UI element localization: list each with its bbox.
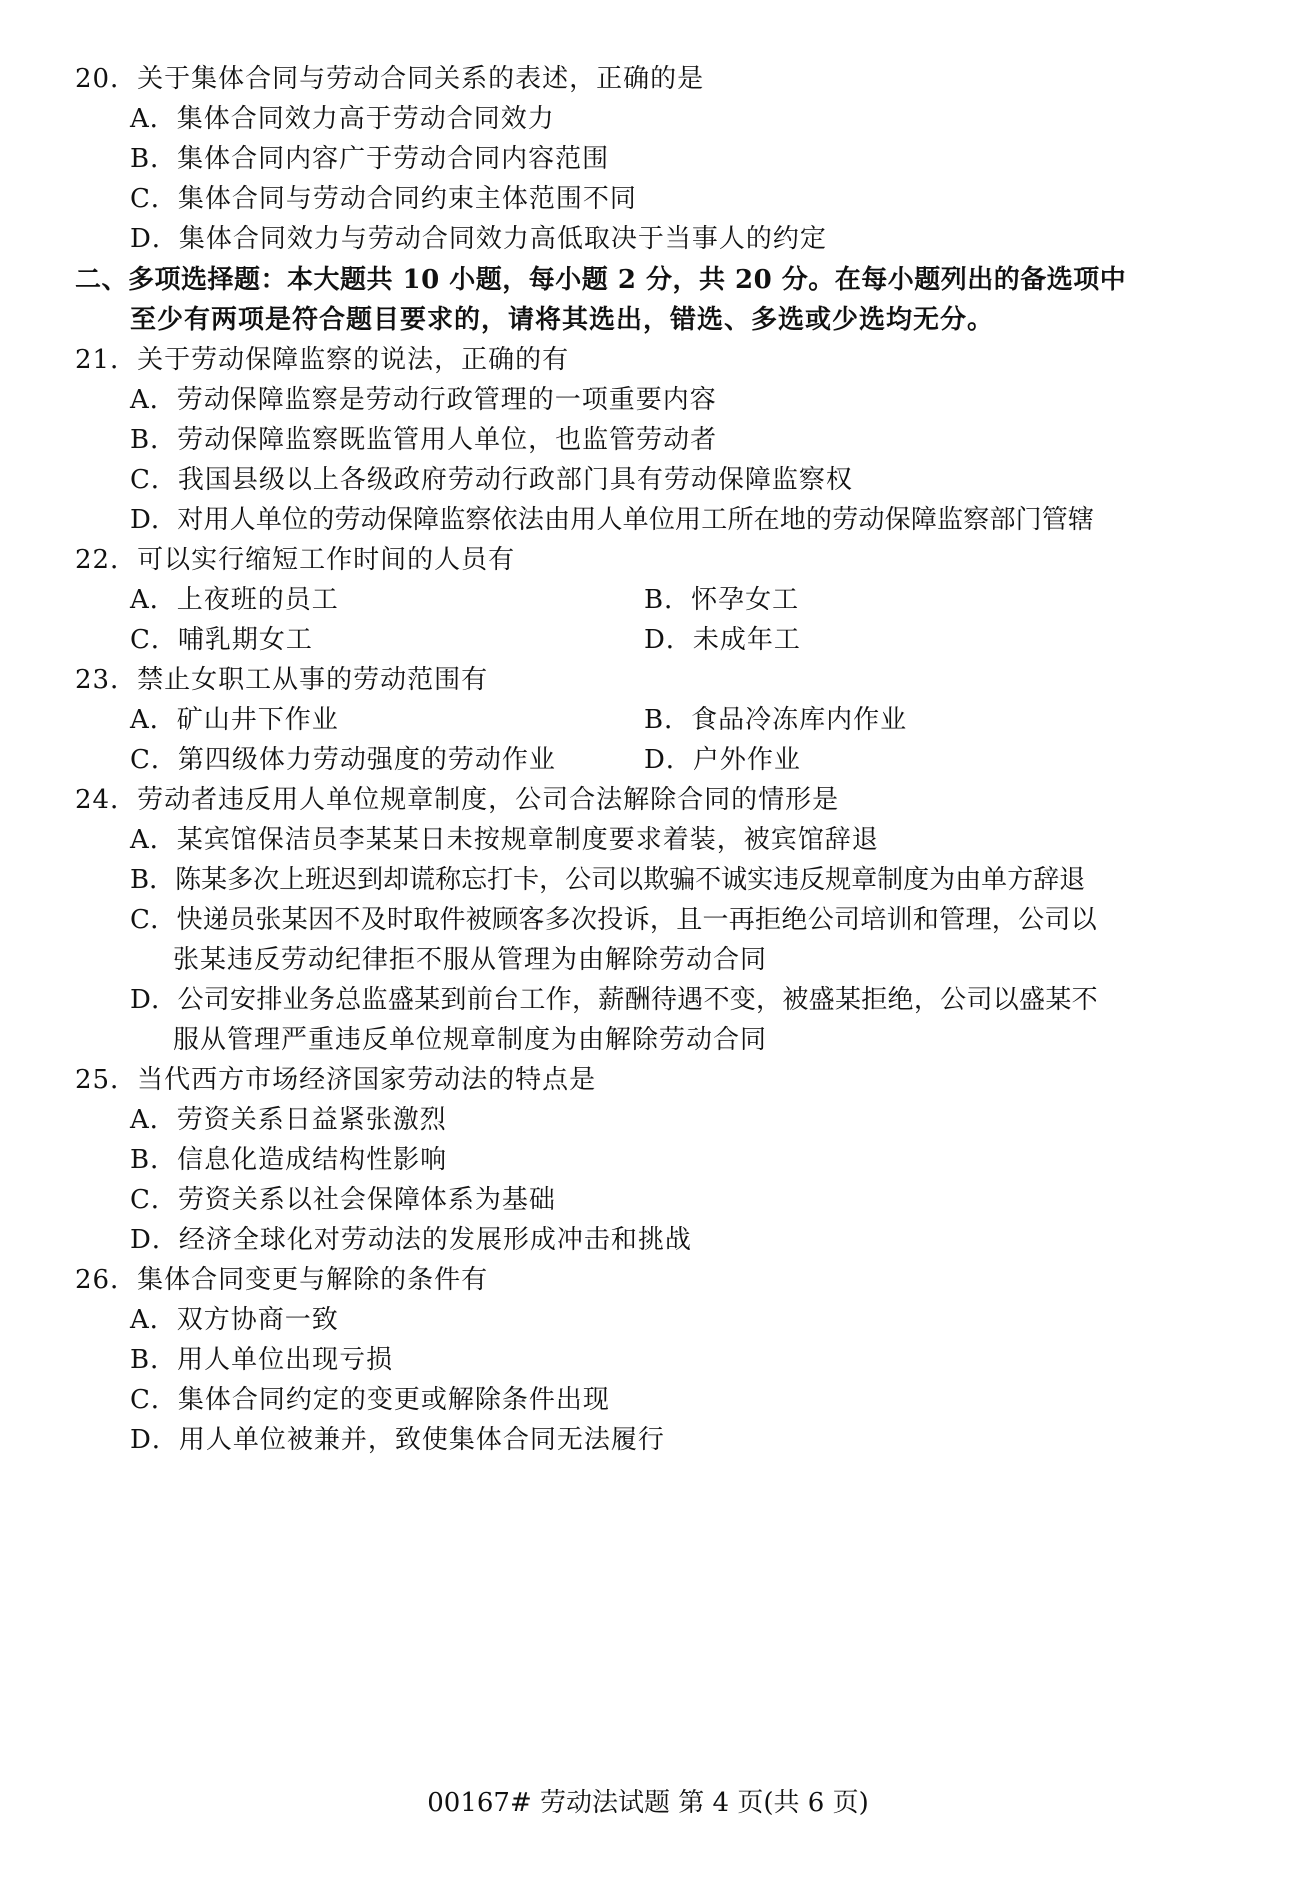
question-22-option-b: B．怀孕女工 xyxy=(644,585,800,615)
question-21-option-d: D．对用人单位的劳动保障监察依法由用人单位用工所在地的劳动保障监察部门管辖 xyxy=(130,505,1095,535)
question-26-option-c: C．集体合同约定的变更或解除条件出现 xyxy=(130,1385,610,1415)
question-24-stem: 24．劳动者违反用人单位规章制度，公司合法解除合同的情形是 xyxy=(75,785,840,815)
question-20-option-d: D．集体合同效力与劳动合同效力高低取决于当事人的约定 xyxy=(130,224,827,254)
question-24-option-a: A．某宾馆保洁员李某某日未按规章制度要求着装，被宾馆辞退 xyxy=(130,825,879,855)
question-22-option-d: D．未成年工 xyxy=(644,625,801,655)
question-25-stem: 25．当代西方市场经济国家劳动法的特点是 xyxy=(75,1065,597,1095)
question-23-stem: 23．禁止女职工从事的劳动范围有 xyxy=(75,665,489,695)
question-24-option-b: B．陈某多次上班迟到却谎称忘打卡，公司以欺骗不诚实违反规章制度为由单方辞退 xyxy=(130,865,1086,895)
question-20-option-b: B．集体合同内容广于劳动合同内容范围 xyxy=(130,144,610,174)
question-23-option-d: D．户外作业 xyxy=(644,745,801,775)
question-26-stem: 26．集体合同变更与解除的条件有 xyxy=(75,1265,489,1295)
page-footer: 00167# 劳动法试题 第 4 页(共 6 页) xyxy=(427,1788,869,1818)
question-25-option-d: D．经济全球化对劳动法的发展形成冲击和挑战 xyxy=(130,1225,692,1255)
question-21-option-c: C．我国县级以上各级政府劳动行政部门具有劳动保障监察权 xyxy=(130,465,853,495)
question-24-option-d-line-2: 服从管理严重违反单位规章制度为由解除劳动合同 xyxy=(173,1025,768,1055)
question-21-option-a: A．劳动保障监察是劳动行政管理的一项重要内容 xyxy=(130,385,717,415)
question-24-option-c-line-2: 张某违反劳动纪律拒不服从管理为由解除劳动合同 xyxy=(173,945,768,975)
question-22-option-a: A．上夜班的员工 xyxy=(130,585,339,615)
question-22-stem: 22．可以实行缩短工作时间的人员有 xyxy=(75,545,516,575)
question-20-stem: 20．关于集体合同与劳动合同关系的表述，正确的是 xyxy=(75,64,705,94)
question-24-option-d-line-1: D．公司安排业务总监盛某到前台工作，薪酬待遇不变，被盛某拒绝，公司以盛某不 xyxy=(130,985,1098,1015)
question-22-option-c: C．哺乳期女工 xyxy=(130,625,313,655)
question-26-option-d: D．用人单位被兼并，致使集体合同无法履行 xyxy=(130,1425,665,1455)
question-20-option-c: C．集体合同与劳动合同约束主体范围不同 xyxy=(130,184,637,214)
question-25-option-b: B．信息化造成结构性影响 xyxy=(130,1145,448,1175)
question-23-option-a: A．矿山井下作业 xyxy=(130,705,339,735)
question-25-option-a: A．劳资关系日益紧张激烈 xyxy=(130,1105,447,1135)
question-20-option-a: A．集体合同效力高于劳动合同效力 xyxy=(130,104,555,134)
section-2-heading-line-2: 至少有两项是符合题目要求的，请将其选出，错选、多选或少选均无分。 xyxy=(130,305,995,335)
question-23-option-b: B．食品冷冻库内作业 xyxy=(644,705,908,735)
question-21-option-b: B．劳动保障监察既监管用人单位，也监管劳动者 xyxy=(130,425,718,455)
question-26-option-b: B．用人单位出现亏损 xyxy=(130,1345,394,1375)
section-2-heading-line-1: 二、多项选择题：本大题共 10 小题，每小题 2 分，共 20 分。在每小题列出的备选项中 xyxy=(75,265,1127,295)
question-26-option-a: A．双方协商一致 xyxy=(130,1305,339,1335)
question-21-stem: 21．关于劳动保障监察的说法，正确的有 xyxy=(75,345,570,375)
question-24-option-c-line-1: C．快递员张某因不及时取件被顾客多次投诉，且一再拒绝公司培训和管理，公司以 xyxy=(130,905,1097,935)
question-23-option-c: C．第四级体力劳动强度的劳动作业 xyxy=(130,745,556,775)
question-25-option-c: C．劳资关系以社会保障体系为基础 xyxy=(130,1185,556,1215)
